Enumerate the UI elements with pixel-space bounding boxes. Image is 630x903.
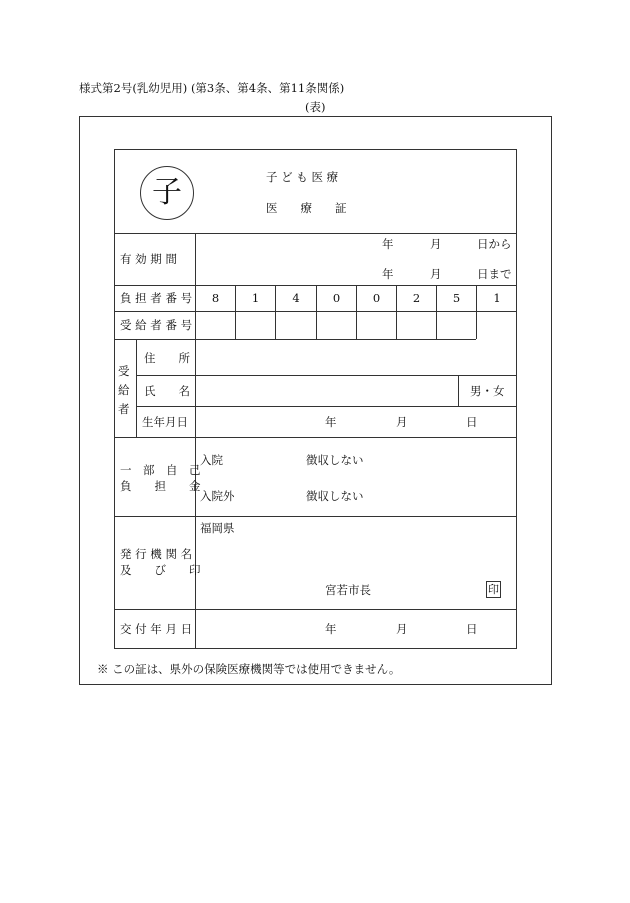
rule-title-bottom: [114, 233, 517, 234]
copay-label-line2: 負 担 金: [120, 479, 201, 493]
recipient-group-label: 給: [118, 383, 130, 397]
inpatient-label: 入院: [200, 453, 223, 467]
rule-gender-column: [458, 375, 459, 406]
rule-copay-bottom: [114, 516, 517, 517]
issue-date-label: 交 付 年 月 日: [120, 622, 193, 636]
outpatient-value: 徴収しない: [306, 489, 364, 503]
payer-digit: 8: [211, 291, 220, 305]
payer-digit: 1: [493, 291, 501, 305]
validity-to-year: 年: [382, 267, 394, 281]
issue-month: 月: [396, 622, 408, 636]
payer-digit: 5: [452, 291, 461, 305]
payer-digit: 4: [292, 291, 300, 305]
side-label: (表): [305, 100, 326, 114]
footer-note: ※ この証は、県外の保険医療機関等では使用できません。: [97, 662, 401, 676]
issue-day: 日: [466, 622, 478, 636]
payer-digit: 0: [372, 291, 381, 305]
issuer-label-line1: 発 行 機 関 名: [120, 547, 193, 561]
validity-from-day: 日から: [477, 237, 512, 251]
address-label: 住 所: [144, 351, 190, 365]
validity-to-month: 月: [430, 267, 442, 281]
recipient-group-label: 者: [118, 402, 130, 416]
payer-digit: 2: [412, 291, 421, 305]
rule-label-column: [195, 233, 196, 339]
birthdate-label: 生年月日: [142, 415, 188, 429]
issue-year: 年: [325, 622, 337, 636]
recipient-group-label: 受: [118, 364, 130, 378]
rule-label-column-lower: [195, 339, 196, 649]
payer-digit: 0: [332, 291, 341, 305]
issuer-mayor: 宮若市長: [325, 583, 371, 597]
validity-label: 有 効 期 間: [120, 252, 177, 266]
rule-recipient-bottom: [114, 437, 517, 438]
inpatient-value: 徴収しない: [306, 453, 364, 467]
issuer-label-line2: 及 び 印: [120, 563, 201, 577]
gender-field: 男・女: [470, 384, 505, 398]
rule-name-bottom: [136, 406, 517, 407]
birth-month: 月: [396, 415, 408, 429]
copay-label-line1: 一 部 自 己: [120, 463, 201, 477]
validity-from-year: 年: [382, 237, 394, 251]
payer-digit: 1: [251, 291, 260, 305]
card-title-line1: 子 ど も 医 療: [266, 170, 339, 184]
birth-year: 年: [325, 415, 337, 429]
card-title-line2: 医 療 証: [266, 201, 347, 215]
payer-number-label: 負 担 者 番 号: [120, 291, 193, 305]
child-seal-icon: 子: [140, 166, 194, 220]
validity-from-month: 月: [430, 237, 442, 251]
form-header: 様式第2号(乳幼児用) (第3条、第4条、第11条関係): [79, 81, 345, 95]
validity-to-day: 日まで: [477, 267, 512, 281]
rule-address-bottom: [136, 375, 517, 376]
name-label: 氏 名: [144, 384, 190, 398]
recipient-number-label: 受 給 者 番 号: [120, 318, 193, 332]
outpatient-label: 入院外: [200, 489, 235, 503]
birth-day: 日: [466, 415, 478, 429]
stamp-box-icon: 印: [488, 583, 499, 596]
issuer-prefecture: 福岡県: [200, 521, 235, 535]
rule-recipient-number-bottom: [114, 339, 476, 340]
rule-recipient-group: [136, 339, 137, 437]
rule-issuer-bottom: [114, 609, 517, 610]
